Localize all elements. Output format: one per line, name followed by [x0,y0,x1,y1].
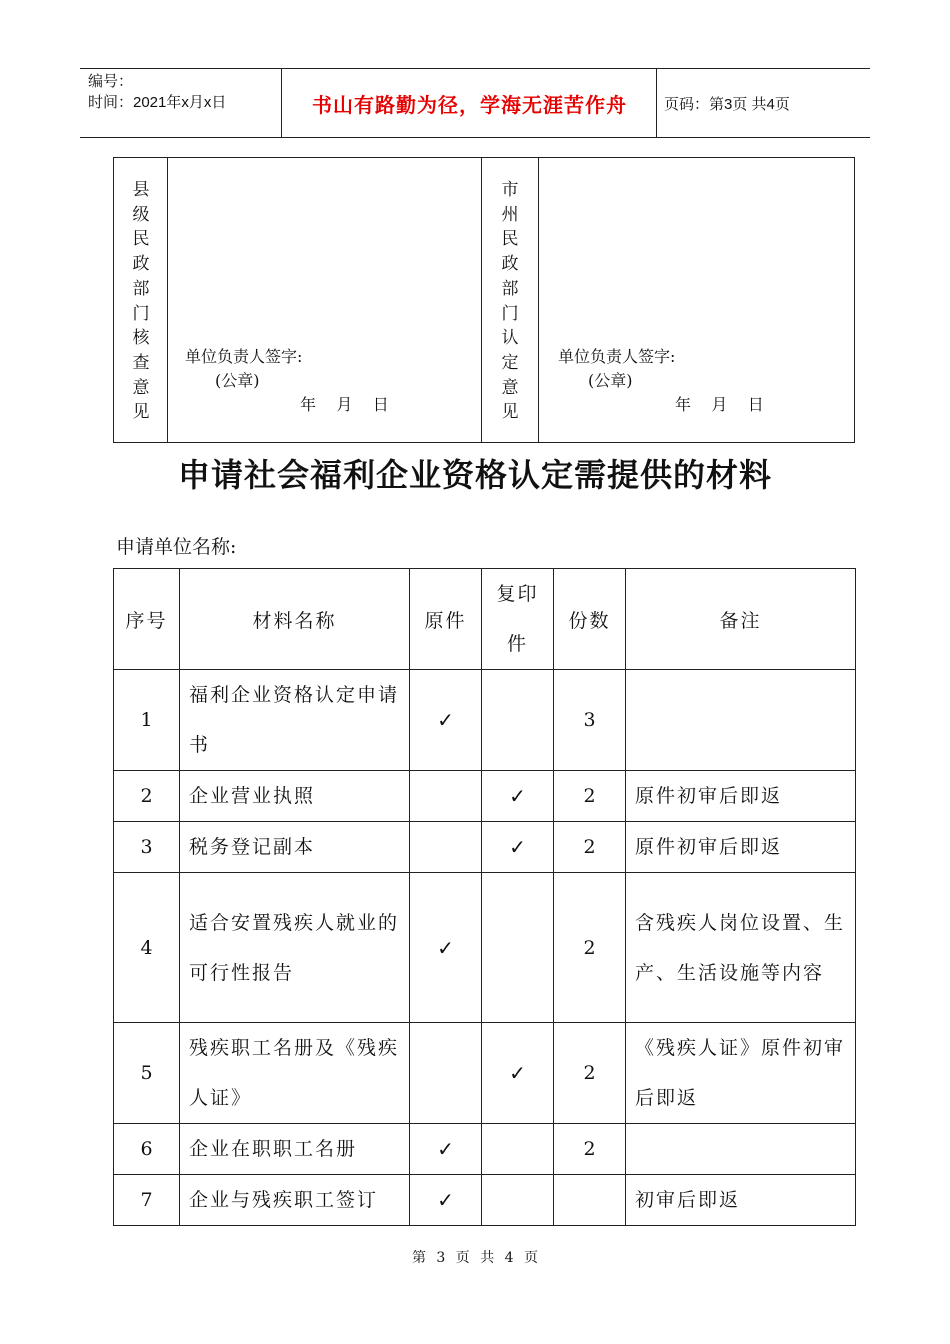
table-row: 5 残疾职工名册及《残疾人证》 ✓ 2 《残疾人证》原件初审后即返 [114,1023,856,1124]
header-original: 原件 [410,569,482,670]
header-remark: 备注 [626,569,856,670]
page-header [80,68,870,138]
table-row: 2 企业营业执照 ✓ 2 原件初审后即返 [114,771,856,822]
table-row: 7 企业与残疾职工签订 ✓ 初审后即返 [114,1175,856,1226]
header-motto: 书山有路勤为径，学海无涯苦作舟 [312,92,627,117]
city-date-label: 年 月 日 [675,395,764,414]
city-seal-label: (公章) [588,371,633,390]
header-copy: 复印件 [482,569,554,670]
county-date-label: 年 月 日 [300,395,389,414]
serial-label: 编号： [88,73,134,90]
table-row: 1 福利企业资格认定申请书 ✓ 3 [114,670,856,771]
opinion-divider [538,158,539,442]
city-opinion-label: 市 州 民 政 部 门 认 定 意 见 [501,180,519,423]
page-title: 申请社会福利企业资格认定需提供的材料 [177,456,772,494]
city-signature-label: 单位负责人签字: [558,347,676,366]
table-row: 6 企业在职职工名册 ✓ 2 [114,1124,856,1175]
opinion-divider [481,158,482,442]
county-seal-label: (公章) [215,371,260,390]
county-opinion-label: 县 级 民 政 部 门 核 查 意 见 [132,180,150,423]
table-row: 4 适合安置残疾人就业的可行性报告 ✓ 2 含残疾人岗位设置、生产、生活设施等内容 [114,873,856,1023]
table-header-row [114,569,856,670]
header-name: 材料名称 [180,569,410,670]
materials-table [113,568,856,1226]
header-divider [656,69,657,137]
table-row: 3 税务登记副本 ✓ 2 原件初审后即返 [114,822,856,873]
time-label: 时间：2021年x月x日 [88,94,227,111]
header-meta [88,71,226,113]
opinion-divider [167,158,168,442]
applicant-name-label: 申请单位名称: [116,536,237,558]
county-signature-label: 单位负责人签字: [185,347,303,366]
page-footer: 第 3 页 共 4 页 [411,1250,539,1266]
opinion-box [113,157,855,443]
header-page-number: 页码：第3页 共4页 [664,95,790,113]
header-no: 序号 [114,569,180,670]
header-count: 份数 [554,569,626,670]
